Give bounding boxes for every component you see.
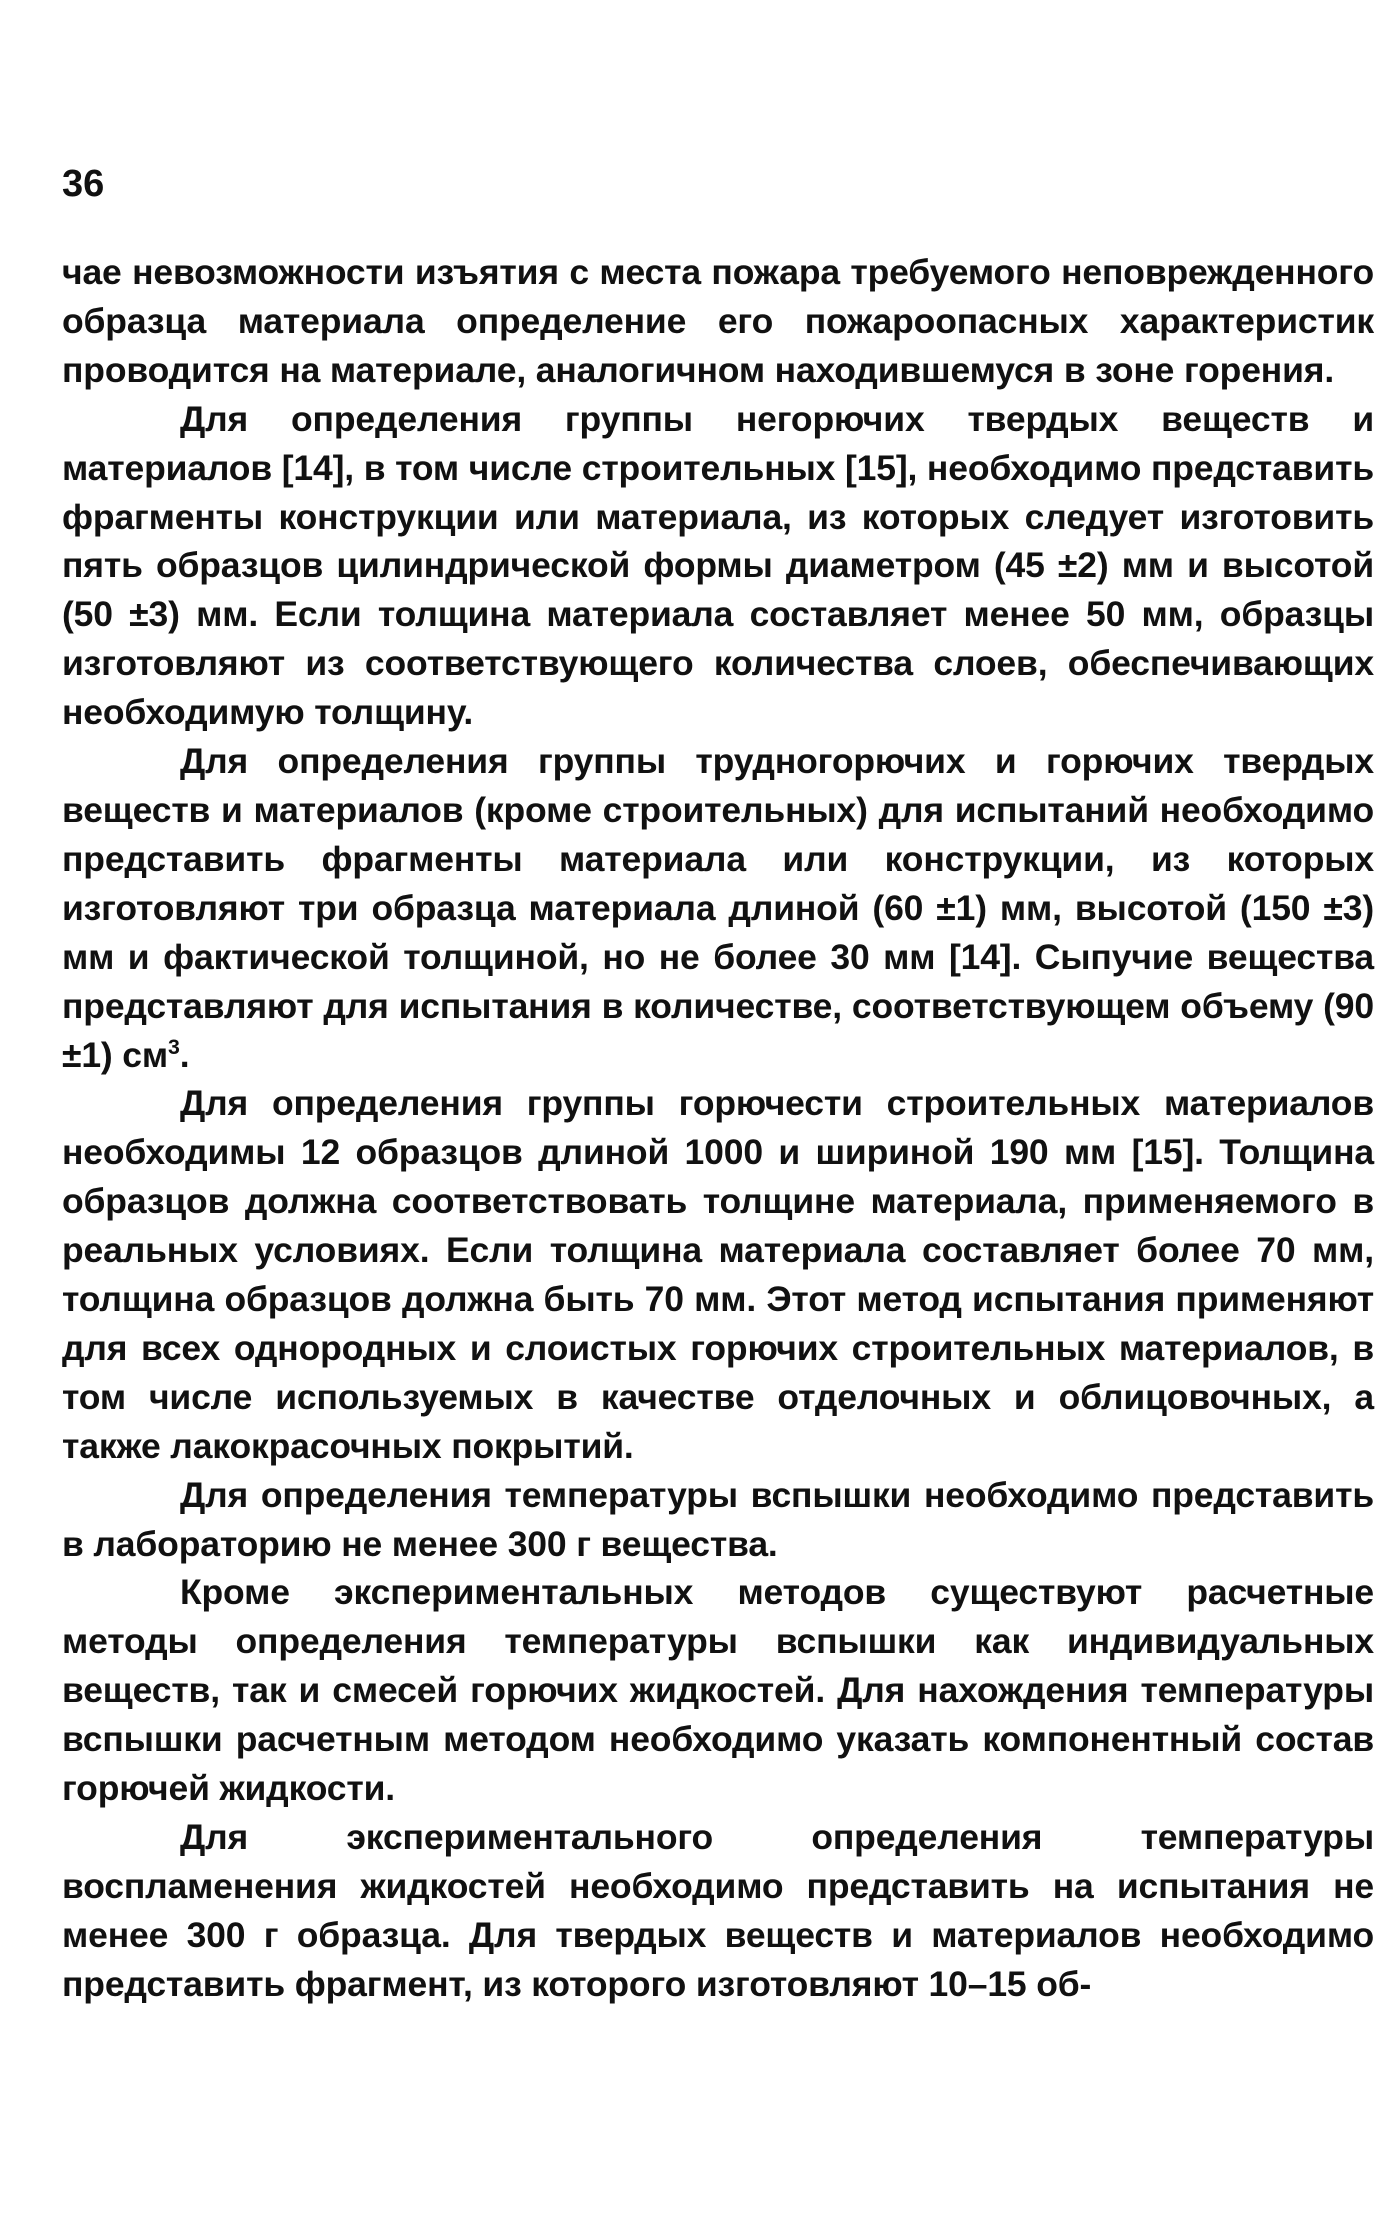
paragraph: Кроме экспериментальных методов существуют расчетные методы определения температуры вспышки как индивидуальных веществ, так и смесей горючих жидкостей. Для нахождения температуры вспышки расчетным методом необходимо указать компонентный состав горючей жидкости.: [62, 1572, 1374, 1809]
paragraph: Для определения группы негорючих твердых веществ и материалов [14], в том числе строительных [15], необходимо представить фрагменты конструкции или материала, из которых следует изготовить пять образцов цилиндрической формы диаметром (45 ±2) мм и высотой (50 ±3) мм. Если толщина материала составляет менее 50 мм, образцы изготовляют из соответствующего количества слоев, обеспечивающих необходимую толщину.: [62, 398, 1374, 733]
paragraph: Для определения группы горючести строительных материалов необходимы 12 образцов длиной 1000 и шириной 190 мм [15]. Толщина образцов должна соответствовать толщине материала, применяемого в реальных условиях. Если толщина материала составляет более 70 мм, толщина образцов должна быть 70 мм. Этот метод испытания применяют для всех однородных и слоистых горючих строительных материалов, в том числе используемых в качестве отделочных и облицовочных, а также лакокрасочных покрытий.: [62, 1083, 1374, 1466]
paragraph-text: Для определения группы трудногорючих и горючих твердых веществ и материалов (кроме строительных) для испытаний необходимо представить фрагменты материала или конструкции, из которых изготовляют три образца материала длиной (60 ±1) мм, высотой (150 ±3) мм и фактической толщиной, но не более 30 мм [14]. Сыпучие вещества представляют для испытания в количестве, соответствующем объему (90 ±1) см: [62, 741, 1374, 1075]
paragraph: чае невозможности изъятия с места пожара требуемого неповрежденного образца материала определение его пожароопасных характеристик проводится на материале, аналогичном находившемуся в зоне горения.: [62, 252, 1374, 390]
paragraph: Для экспериментального определения температуры воспламенения жидкостей необходимо представить на испытания не менее 300 г образца. Для твердых веществ и материалов необходимо представить фрагмент, из которого изготовляют 10–15 об-: [62, 1817, 1374, 2004]
paragraph: [62, 737, 1374, 1079]
paragraph: Для определения температуры вспышки необходимо представить в лабораторию не менее 300 г вещества.: [62, 1474, 1374, 1564]
paragraph-end: .: [179, 1034, 190, 1075]
body-text: [62, 248, 1374, 2009]
page-number: 36: [62, 163, 105, 205]
document-page: [62, 0, 1377, 2231]
superscript: 3: [168, 1034, 180, 1059]
